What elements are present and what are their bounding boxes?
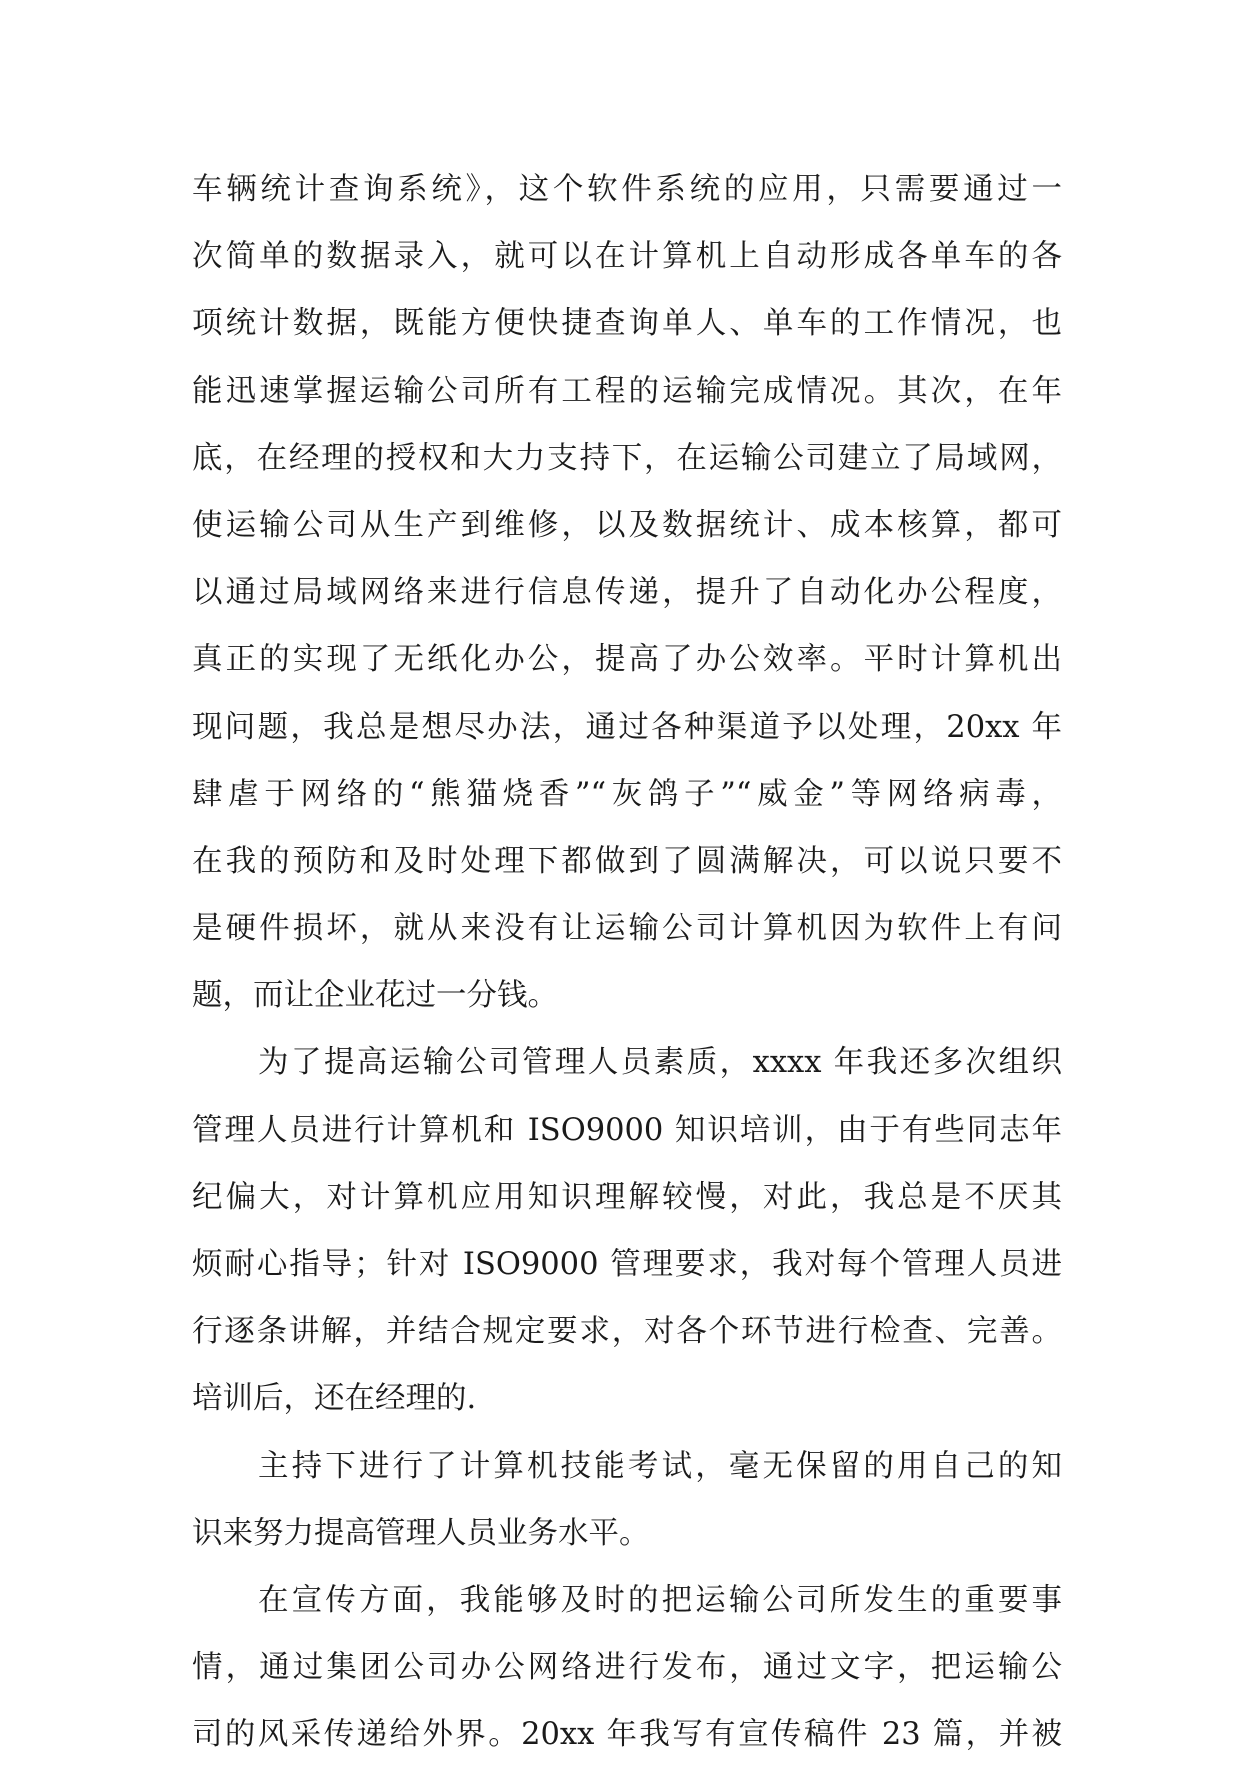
text-line: 是硬件损坏，就从来没有让运输公司计算机因为软件上有问: [192, 911, 1062, 947]
text-line: 使运输公司从生产到维修，以及数据统计、成本核算，都可: [192, 507, 1062, 543]
text-line: 题，而让企业花过一分钱。: [192, 978, 558, 1014]
text-line: 在我的预防和及时处理下都做到了圆满解决，可以说只要不: [192, 843, 1062, 879]
document-body: [192, 156, 1062, 1769]
text-line: 纪偏大，对计算机应用知识理解较慢，对此，我总是不厌其: [192, 1179, 1062, 1215]
paragraph: [192, 156, 1062, 1029]
paragraph: [192, 1567, 1062, 1769]
text-line: 烦耐心指导；针对 ISO9000 管理要求，我对每个管理人员进: [192, 1247, 1062, 1282]
text-line: 识来努力提高管理人员业务水平。: [192, 1515, 650, 1551]
text-line: 情，通过集团公司办公网络进行发布，通过文字，把运输公: [192, 1650, 1062, 1686]
text-line: 司的风采传递给外界。20xx 年我写有宣传稿件 23 篇，并被: [192, 1717, 1062, 1753]
text-line: 以通过局域网络来进行信息传递，提升了自动化办公程度，: [192, 575, 1062, 611]
text-line: 车辆统计查询系统》，这个软件系统的应用，只需要通过一: [192, 172, 1062, 207]
text-line: 为了提高运输公司管理人员素质，xxxx 年我还多次组织: [258, 1045, 1062, 1081]
paragraph: [192, 1029, 1062, 1432]
text-line: 现问题，我总是想尽办法，通过各种渠道予以处理，20xx 年: [192, 709, 1062, 745]
text-line: 培训后，还在经理的.: [192, 1381, 477, 1417]
text-line: 底，在经理的授权和大力支持下，在运输公司建立了局域网，: [192, 440, 1062, 476]
text-line: 肆虐于网络的“熊猫烧香”“灰鸽子”“威金”等网络病毒，: [192, 776, 1062, 812]
text-line: 行逐条讲解，并结合规定要求，对各个环节进行检查、完善。: [192, 1314, 1062, 1350]
paragraph: [192, 1433, 1062, 1567]
text-line: 真正的实现了无纸化办公，提高了办公效率。平时计算机出: [192, 642, 1062, 678]
text-line: 在宣传方面，我能够及时的把运输公司所发生的重要事: [258, 1582, 1062, 1618]
text-line: 项统计数据，既能方便快捷查询单人、单车的工作情况，也: [192, 306, 1062, 342]
text-line: 次简单的数据录入，就可以在计算机上自动形成各单车的各: [192, 239, 1062, 275]
text-line: 管理人员进行计算机和 ISO9000 知识培训，由于有些同志年: [192, 1112, 1062, 1148]
text-line: 主持下进行了计算机技能考试，毫无保留的用自己的知: [258, 1448, 1062, 1484]
text-line: 能迅速掌握运输公司所有工程的运输完成情况。其次，在年: [192, 373, 1062, 409]
